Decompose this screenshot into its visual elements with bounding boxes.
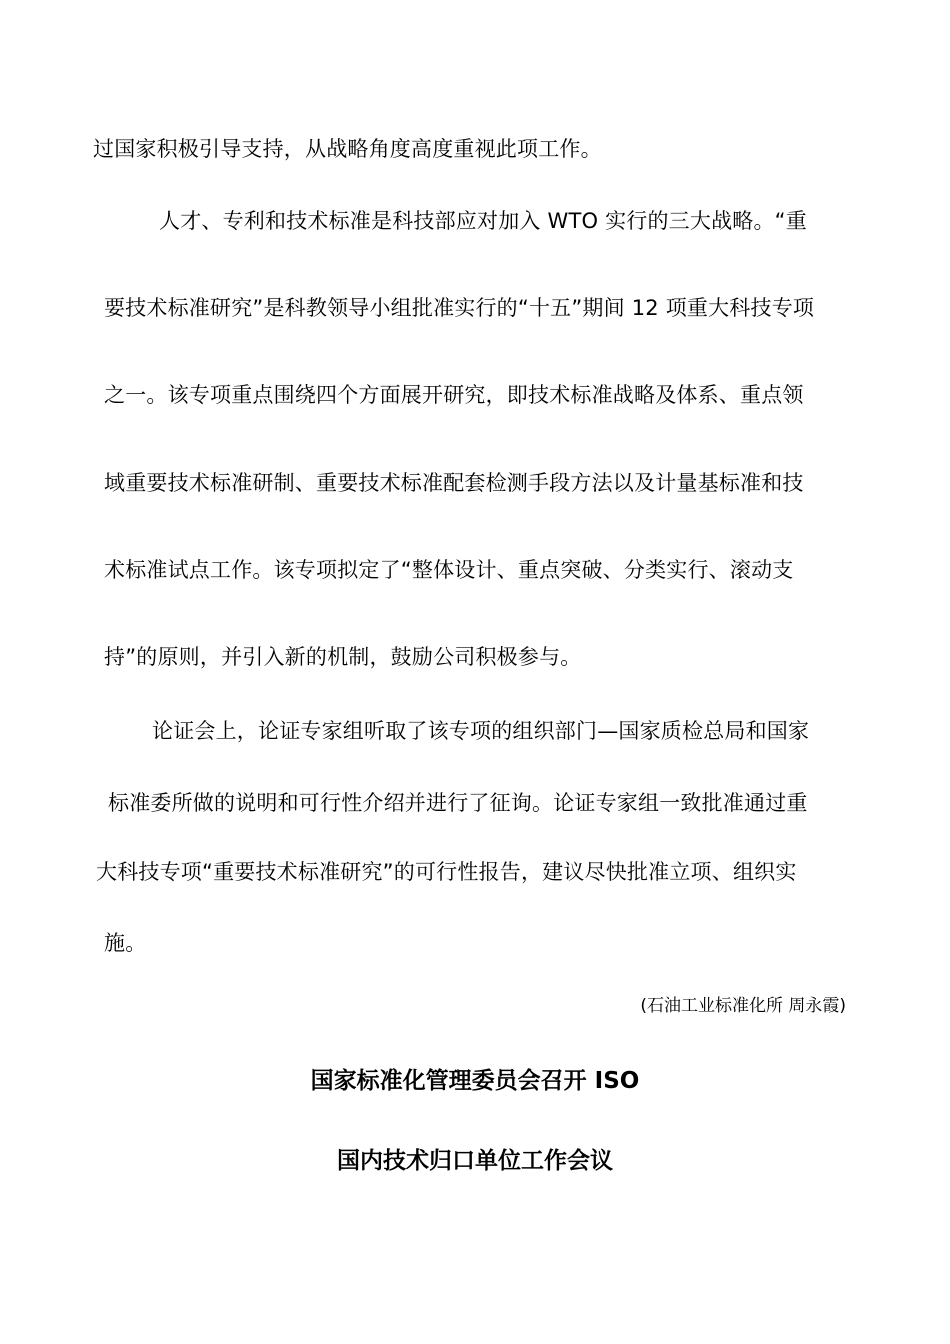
paragraph-line-9: 标准委所做的说明和可行性介绍并进行了征询。论证专家组一致批准通过重 — [108, 791, 808, 815]
paragraph-line-1: 过国家积极引导支持，从战略角度高度重视此项工作。 — [93, 137, 602, 161]
next-article-title-line-1: 国家标准化管理委员会召开 ISO — [310, 1068, 640, 1094]
paragraph-line-7: 持”的原则，并引入新的机制，鼓励公司积极参与。 — [104, 645, 582, 669]
paragraph-line-11: 施。 — [104, 931, 147, 955]
paragraph-line-3: 要技术标准研究”是科教领导小组批准实行的“十五”期间 12 项重大科技专项 — [104, 296, 815, 320]
paragraph-line-8: 论证会上，论证专家组听取了该专项的组织部门—国家质检总局和国家 — [152, 719, 810, 743]
paragraph-line-5: 域重要技术标准研制、重要技术标准配套检测手段方法以及计量基标准和技 — [104, 471, 804, 495]
paragraph-line-10: 大科技专项“重要技术标准研究”的可行性报告，建议尽快批准立项、组织实 — [96, 860, 797, 884]
paragraph-line-4: 之一。该专项重点围绕四个方面展开研究，即技术标准战略及体系、重点领 — [104, 383, 804, 407]
paragraph-line-6: 术标准试点工作。该专项拟定了“整体设计、重点突破、分类实行、滚动支 — [104, 558, 794, 582]
author-signature: (石油工业标准化所 周永霞) — [640, 996, 846, 1016]
paragraph-line-2: 人才、专利和技术标准是科技部应对加入 WTO 实行的三大战略。“重 — [159, 209, 807, 233]
next-article-title-line-2: 国内技术归口单位工作会议 — [337, 1148, 613, 1174]
